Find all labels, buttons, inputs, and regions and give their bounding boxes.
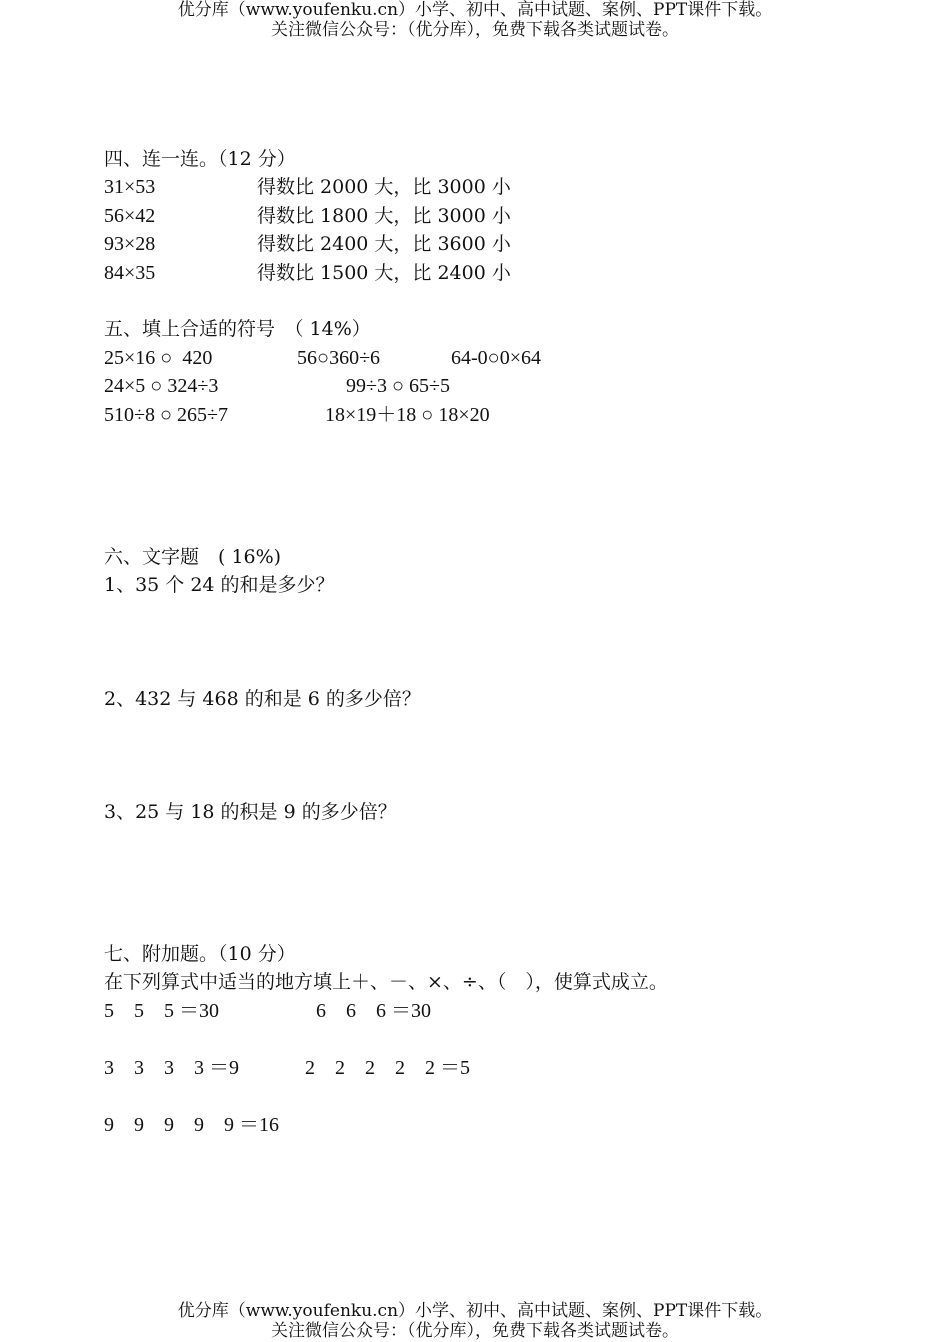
word-question-3: 3、25 与 18 的积是 9 的多少倍？ xyxy=(104,801,397,823)
puzzle-2-1: 3 3 3 3 ＝9 xyxy=(104,1057,239,1079)
match-right-3: 得数比 2400 大，比 3600 小 xyxy=(257,233,511,255)
compare-2-2: 99÷3 ○ 65÷5 xyxy=(346,375,451,397)
compare-1-1: 25×16 ○ 420 xyxy=(104,347,213,369)
match-right-1: 得数比 2000 大，比 3000 小 xyxy=(257,176,511,198)
match-left-2: 56×42 xyxy=(104,205,156,227)
puzzle-2-2: 2 2 2 2 2 ＝5 xyxy=(305,1057,470,1079)
match-left-3: 93×28 xyxy=(104,233,156,255)
word-question-1: 1、35 个 24 的和是多少？ xyxy=(104,574,335,596)
page-header xyxy=(0,0,950,40)
word-question-2: 2、432 与 468 的和是 6 的多少倍？ xyxy=(104,688,421,710)
section-5-title: 五、填上合适的符号 （ 14%） xyxy=(104,318,371,340)
footer-line-1: 优分库（www.youfenku.cn）小学、初中、高中试题、案例、PPT课件下载。 xyxy=(177,1301,773,1321)
footer-line-2: 关注微信公众号：（优分库），免费下载各类试题试卷。 xyxy=(271,1321,679,1341)
section-7-instruction: 在下列算式中适当的地方填上＋、－、×、÷、（ ），使算式成立。 xyxy=(104,971,668,993)
section-4-title: 四、连一连。（12 分） xyxy=(104,148,296,170)
compare-1-3: 64-0○0×64 xyxy=(451,347,542,369)
header-line-1: 优分库（www.youfenku.cn）小学、初中、高中试题、案例、PPT课件下载。 xyxy=(177,0,773,20)
match-left-4: 84×35 xyxy=(104,262,156,284)
compare-1-2: 56○360÷6 xyxy=(297,347,381,369)
header-line-2: 关注微信公众号：（优分库），免费下载各类试题试卷。 xyxy=(271,20,679,40)
puzzle-1-2: 6 6 6 ＝30 xyxy=(316,1000,431,1022)
page-footer xyxy=(0,1301,950,1341)
section-6-title: 六、文字题 ( 16%) xyxy=(104,546,282,568)
match-right-2: 得数比 1800 大，比 3000 小 xyxy=(257,205,511,227)
match-left-1: 31×53 xyxy=(104,176,156,198)
compare-3-2: 18×19＋18 ○ 18×20 xyxy=(325,404,490,426)
compare-3-1: 510÷8 ○ 265÷7 xyxy=(104,404,229,426)
compare-2-1: 24×5 ○ 324÷3 xyxy=(104,375,219,397)
puzzle-3-1: 9 9 9 9 9 ＝16 xyxy=(104,1114,279,1136)
section-7-title: 七、附加题。（10 分） xyxy=(104,943,296,965)
match-right-4: 得数比 1500 大，比 2400 小 xyxy=(257,262,511,284)
puzzle-1-1: 5 5 5 ＝30 xyxy=(104,1000,219,1022)
